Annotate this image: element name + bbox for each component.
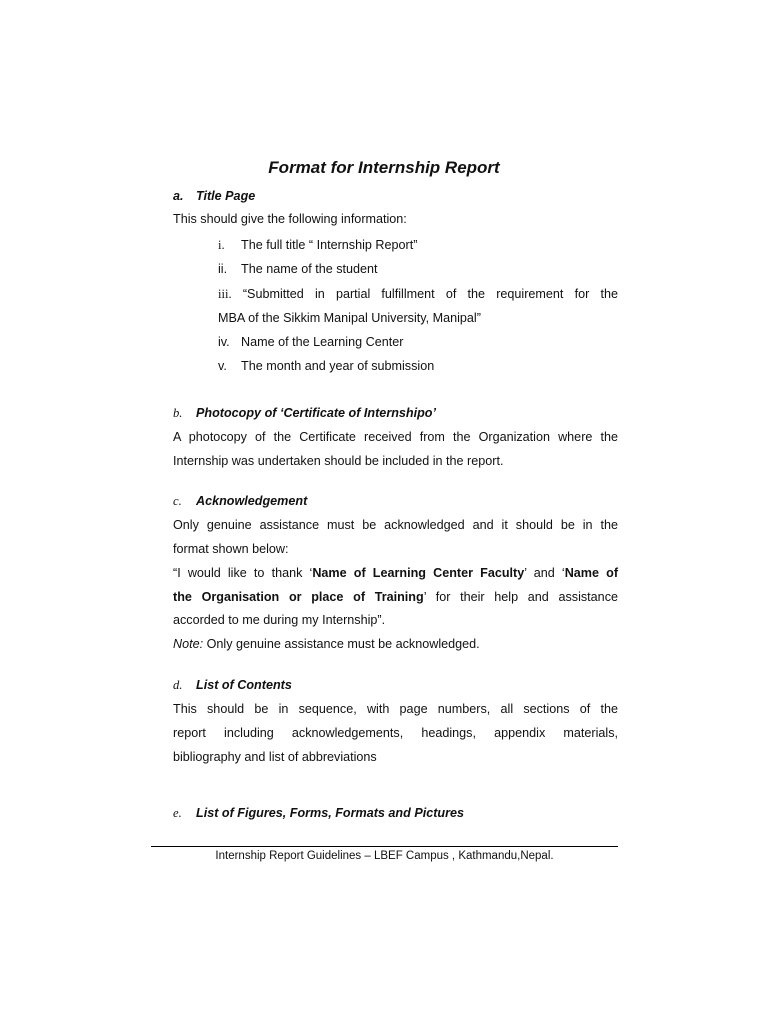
section-d-text-line: bibliography and list of abbreviations: [173, 750, 377, 764]
quote-text: “I would like to thank ‘: [173, 566, 313, 580]
section-d-text-line: This should be in sequence, with page numbers, all sections of the: [173, 702, 618, 716]
section-c-text-line: Only genuine assistance must be acknowledged and it should be in the: [173, 518, 618, 532]
list-item-text: “Submitted in partial fulfillment of the requirement for the: [242, 287, 618, 301]
section-c-text-line: format shown below:: [173, 542, 289, 556]
footer-divider: [151, 846, 618, 847]
list-item-number: i.: [218, 238, 225, 252]
list-item: [218, 358, 618, 374]
section-d-letter: d.: [173, 678, 183, 692]
page-footer: Internship Report Guidelines – LBEF Campus , Kathmandu,Nepal.: [215, 850, 554, 862]
list-item-text: The name of the student: [241, 262, 378, 276]
section-a-letter: a.: [173, 189, 184, 203]
list-item: [218, 237, 618, 253]
note-label: Note:: [173, 637, 204, 651]
list-item-continuation: MBA of the Sikkim Manipal University, Manipal”: [218, 311, 481, 325]
acknowledgement-quote-line: [173, 589, 618, 605]
section-b-heading: [173, 405, 618, 421]
section-d-title: List of Contents: [196, 678, 292, 692]
section-d-heading: [173, 677, 618, 693]
section-a-intro: This should give the following information:: [173, 212, 407, 226]
quote-bold-faculty: Name of Learning Center Faculty: [312, 566, 525, 580]
list-item: [218, 334, 618, 350]
section-c-title: Acknowledgement: [196, 494, 308, 508]
section-d-text-line: report including acknowledgements, headings, appendix materials,: [173, 726, 618, 740]
list-item-number: iii.: [218, 287, 232, 301]
acknowledgement-quote-line: [173, 565, 618, 581]
section-b-text-line: Internship was undertaken should be included in the report.: [173, 454, 504, 468]
section-b-letter: b.: [173, 406, 183, 420]
acknowledgement-quote-line: accorded to me during my Internship”.: [173, 613, 386, 627]
section-b-text-line: A photocopy of the Certificate received from the Organization where the: [173, 430, 618, 444]
list-item-text: The month and year of submission: [241, 359, 435, 373]
note-line: [173, 636, 618, 652]
section-e-heading: [173, 805, 618, 821]
list-item-text: The full title “ Internship Report”: [241, 238, 418, 252]
quote-bold-organisation: the Organisation or place of Training: [173, 590, 424, 604]
note-text: Only genuine assistance must be acknowledged.: [203, 637, 480, 651]
list-item-number: ii.: [218, 262, 228, 276]
section-e-letter: e.: [173, 806, 182, 820]
quote-bold-organisation: Name of: [564, 566, 619, 580]
quote-text: ’ and ‘: [524, 566, 565, 580]
section-c-heading: [173, 493, 618, 509]
section-a-heading: [173, 188, 618, 204]
list-item-number: iv.: [218, 335, 230, 349]
section-a-title: Title Page: [196, 189, 256, 203]
list-item: [218, 261, 618, 277]
section-e-title: List of Figures, Forms, Formats and Pictures: [196, 806, 465, 820]
list-item-number: v.: [218, 359, 227, 373]
quote-text: ’ for their help and assistance: [423, 590, 618, 604]
list-item: [218, 286, 618, 302]
document-title: Format for Internship Report: [268, 158, 500, 177]
section-c-letter: c.: [173, 494, 182, 508]
section-b-title: Photocopy of ‘Certificate of Internshipo’: [196, 406, 436, 420]
list-item-text: Name of the Learning Center: [241, 335, 404, 349]
